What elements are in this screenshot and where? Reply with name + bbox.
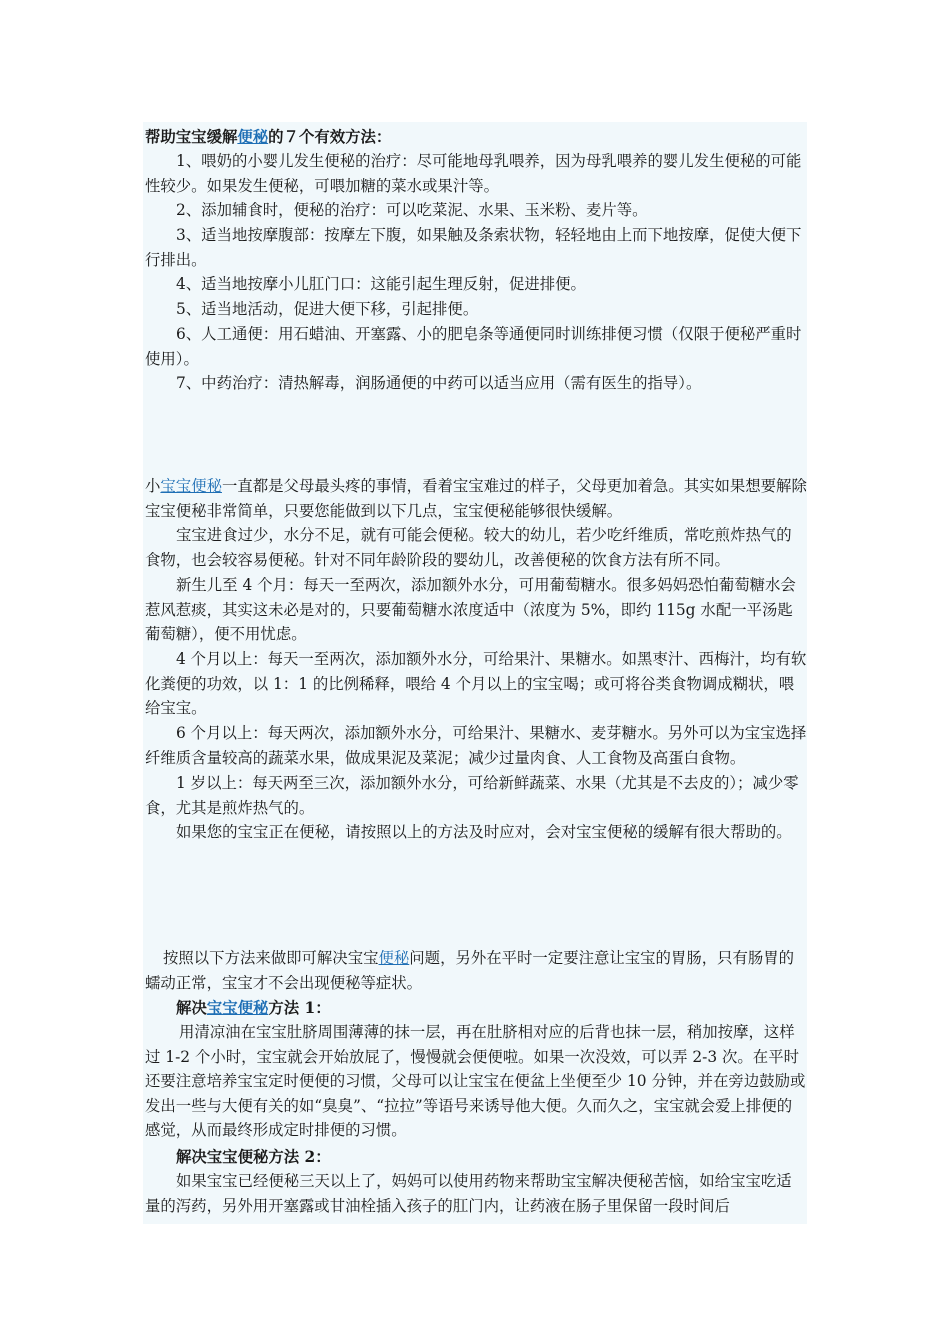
method1-title: 解决宝宝便秘方法 1： xyxy=(176,999,331,1017)
section1-item-6: 6、人工通便：用石蜡油、开塞露、小的肥皂条等通便同时训练排便习惯（仅限于便秘严重时使用）。 xyxy=(145,325,802,368)
section2-para-5: 1 岁以上：每天两至三次，添加额外水分，可给新鲜蔬菜、水果（尤其是不去皮的）；减少零食，尤其是煎炸热气的。 xyxy=(145,774,799,817)
constipation-link-2[interactable]: 便秘 xyxy=(378,949,410,967)
section1-item-1: 1、喂奶的小婴儿发生便秘的治疗：尽可能地母乳喂养，因为母乳喂养的婴儿发生便秘的可能性较少。如果发生便秘，可喂加糖的菜水或果汁等。 xyxy=(145,152,802,195)
baby-constipation-link-2[interactable]: 宝宝便秘 xyxy=(206,999,269,1017)
section2-para-2: 新生儿至 4 个月：每天一至两次，添加额外水分，可用葡萄糖水。很多妈妈恐怕葡萄糖水会惹风惹痰，其实这未必是对的，只要葡萄糖水浓度适中（浓度为 5%，即约 115g 水配一平汤匙葡萄糖），便不用忧虑。 xyxy=(145,576,796,643)
method2-title: 解决宝宝便秘方法 2： xyxy=(176,1148,331,1166)
constipation-link[interactable]: 便秘 xyxy=(237,128,269,146)
section2-para-6: 如果您的宝宝正在便秘，请按照以上的方法及时应对，会对宝宝便秘的缓解有很大帮助的。 xyxy=(176,823,792,841)
section1-item-2: 2、添加辅食时，便秘的治疗：可以吃菜泥、水果、玉米粉、麦片等。 xyxy=(176,201,648,219)
section1-title: 帮助宝宝缓解便秘的７个有效方法： xyxy=(145,128,392,146)
section2-para-1: 宝宝进食过少，水分不足，就有可能会便秘。较大的幼儿，若少吃纤维质，常吃煎炸热气的食物，也会较容易便秘。针对不同年龄阶段的婴幼儿，改善便秘的饮食方法有所不同。 xyxy=(145,526,792,569)
method1-text: 用清凉油在宝宝肚脐周围薄薄的抹一层，再在肚脐相对应的后背也抹一层，稍加按摩，这样过 1-2 个小时，宝宝就会开始放屁了，慢慢就会便便啦。如果一次没效，可以弄 2-3 次。在平时还要注意培养宝宝定时便便的习惯，父母可以让宝宝在便盆上坐便至少 10 分钟，并在旁边鼓励或发出一些与大便有关的如“臭臭”、“拉拉”等语号来诱导他大便。久而久之，宝宝就会爱上排便的感觉，从而最终形成定时排便的习惯。 xyxy=(145,1023,806,1139)
section2-intro: 小宝宝便秘一直都是父母最头疼的事情，看着宝宝难过的样子，父母更加着急。其实如果想要解除宝宝便秘非常简单，只要您能做到以下几点，宝宝便秘能够很快缓解。 xyxy=(145,477,807,520)
section1-item-4: 4、适当地按摩小儿肛门口：这能引起生理反射，促进排便。 xyxy=(176,275,586,293)
section1-item-3: 3、适当地按摩腹部：按摩左下腹，如果触及条索状物，轻轻地由上而下地按摩，促使大便下行排出。 xyxy=(145,226,802,269)
section2-para-3: 4 个月以上：每天一至两次，添加额外水分，可给果汁、果糖水。如黑枣汁、西梅汁，均有软化粪便的功效，以 1：1 的比例稀释，喂给 4 个月以上的宝宝喝；或可将谷类食物调成糊状，喂给宝宝。 xyxy=(145,650,807,717)
section2-para-4: 6 个月以上：每天两次，添加额外水分，可给果汁、果糖水、麦芽糖水。另外可以为宝宝选择纤维质含量较高的蔬菜水果，做成果泥及菜泥；减少过量肉食、人工食物及高蛋白食物。 xyxy=(145,724,807,767)
section3-intro: 按照以下方法来做即可解决宝宝便秘问题，另外在平时一定要注意让宝宝的胃肠，只有肠胃的蠕动正常，宝宝才不会出现便秘等症状。 xyxy=(145,949,795,992)
section1-item-7: 7、中药治疗：清热解毒，润肠通便的中药可以适当应用（需有医生的指导）。 xyxy=(176,374,702,392)
method2-text: 如果宝宝已经便秘三天以上了，妈妈可以使用药物来帮助宝宝解决便秘苦恼，如给宝宝吃适量的泻药，另外用开塞露或甘油栓插入孩子的肛门内，让药液在肠子里保留一段时间后 xyxy=(145,1172,792,1215)
section1-item-5: 5、适当地活动，促进大便下移，引起排便。 xyxy=(176,300,479,318)
baby-constipation-link[interactable]: 宝宝便秘 xyxy=(160,477,222,495)
